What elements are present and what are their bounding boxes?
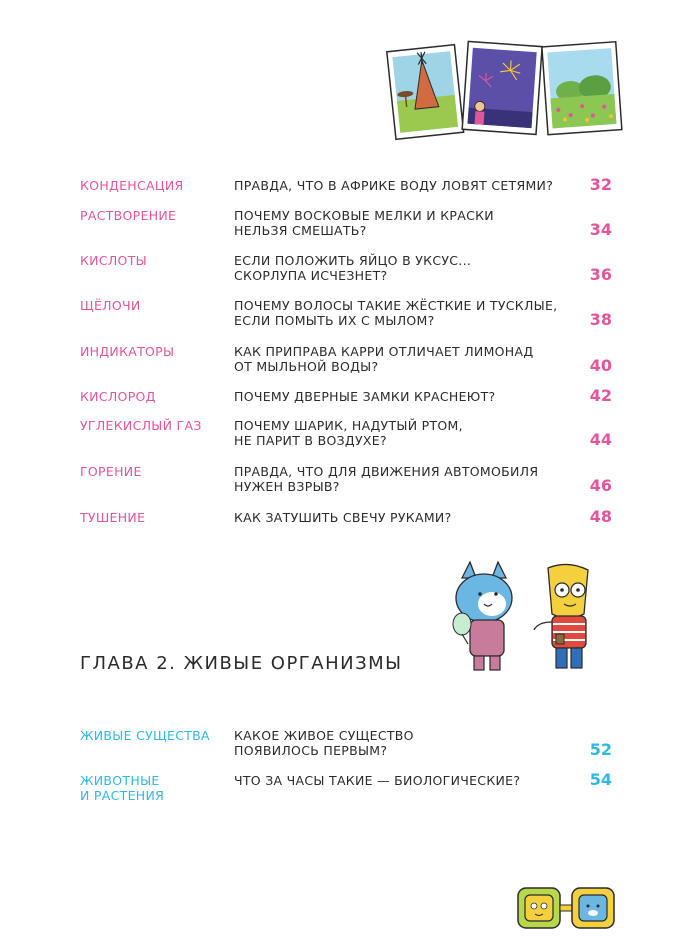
badge-connector (560, 905, 572, 911)
toc-topic: РАСТВОРЕНИЕ (80, 208, 177, 223)
characters-illustration (440, 560, 620, 680)
toc-question: ПОЧЕМУ ШАРИК, НАДУТЫЙ РТОМ, НЕ ПАРИТ В ВОЗДУХЕ? (234, 418, 463, 448)
toc-topic: ЖИВЫЕ СУЩЕСТВА (80, 728, 210, 743)
toc-page-number: 34 (589, 220, 612, 239)
toc-topic: КОНДЕНСАЦИЯ (80, 178, 184, 193)
toc-page-number: 46 (589, 476, 612, 495)
toc-page-number: 36 (589, 265, 612, 284)
toc-topic: ЩЁЛОЧИ (80, 298, 141, 313)
toc-page-number: 40 (589, 356, 612, 375)
toc-topic: ТУШЕНИЕ (80, 510, 146, 525)
teepee-photo (387, 45, 464, 140)
toc-topic: ГОРЕНИЕ (80, 464, 142, 479)
toc-question: ЧТО ЗА ЧАСЫ ТАКИЕ — БИОЛОГИЧЕСКИЕ? (234, 773, 521, 788)
toc-question: КАК ПРИПРАВА КАРРИ ОТЛИЧАЕТ ЛИМОНАД ОТ МЫЛЬНОЙ ВОДЫ? (234, 344, 534, 374)
cat-face-badge (572, 888, 614, 928)
boy-character (534, 564, 588, 668)
toc-page-number: 48 (589, 507, 612, 526)
toc-page-number: 54 (589, 770, 612, 789)
toc-question: ПОЧЕМУ ВОЛОСЫ ТАКИЕ ЖЁСТКИЕ И ТУСКЛЫЕ, ЕСЛИ ПОМЫТЬ ИХ С МЫЛОМ? (234, 298, 558, 328)
bottom-badge-illustration (515, 885, 617, 931)
toc-page-number: 32 (589, 175, 612, 194)
toc-topic: КИСЛОРОД (80, 389, 156, 404)
toc-question: ПОЧЕМУ ДВЕРНЫЕ ЗАМКИ КРАСНЕЮТ? (234, 389, 496, 404)
toc-question: ПРАВДА, ЧТО ДЛЯ ДВИЖЕНИЯ АВТОМОБИЛЯ НУЖЕН ВЗРЫВ? (234, 464, 539, 494)
boy-face-badge (518, 888, 560, 928)
cat-character (453, 562, 512, 670)
toc-topic: ЖИВОТНЫЕ И РАСТЕНИЯ (80, 773, 165, 803)
toc-question: ЕСЛИ ПОЛОЖИТЬ ЯЙЦО В УКСУС... СКОРЛУПА ИСЧЕЗНЕТ? (234, 253, 472, 283)
toc-topic: ИНДИКАТОРЫ (80, 344, 175, 359)
toc-topic: КИСЛОТЫ (80, 253, 147, 268)
toc-page-number: 38 (589, 310, 612, 329)
toc-page-number: 42 (589, 386, 612, 405)
toc-question: ПОЧЕМУ ВОСКОВЫЕ МЕЛКИ И КРАСКИ НЕЛЬЗЯ СМЕШАТЬ? (234, 208, 494, 238)
fireworks-photo (462, 41, 542, 134)
toc-page-number: 52 (589, 740, 612, 759)
photos-illustration (385, 30, 625, 145)
toc-page-number: 44 (589, 430, 612, 449)
toc-question: ПРАВДА, ЧТО В АФРИКЕ ВОДУ ЛОВЯТ СЕТЯМИ? (234, 178, 554, 193)
toc-topic: УГЛЕКИСЛЫЙ ГАЗ (80, 418, 202, 433)
toc-question: КАКОЕ ЖИВОЕ СУЩЕСТВО ПОЯВИЛОСЬ ПЕРВЫМ? (234, 728, 414, 758)
flower-field-photo (542, 42, 622, 135)
chapter-title: ГЛАВА 2. ЖИВЫЕ ОРГАНИЗМЫ (80, 653, 403, 674)
toc-question: КАК ЗАТУШИТЬ СВЕЧУ РУКАМИ? (234, 510, 452, 525)
